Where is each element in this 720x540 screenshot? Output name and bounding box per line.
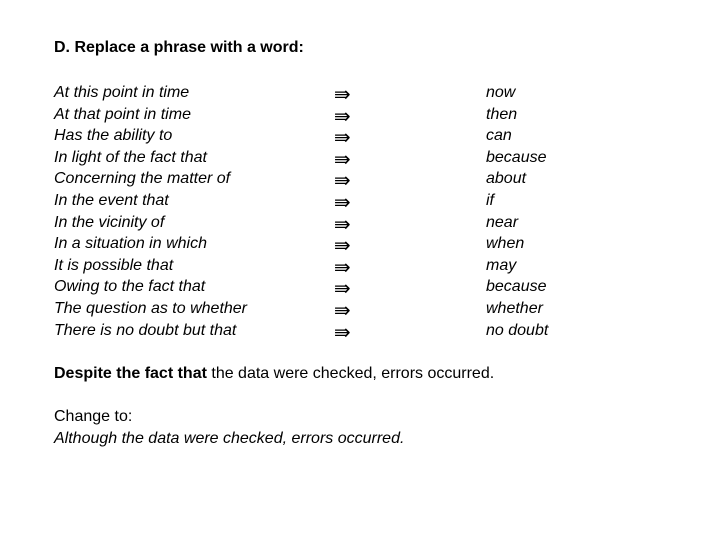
replacement-row xyxy=(54,104,614,126)
arrow-icon: ⇛ xyxy=(334,146,351,171)
replacement-row xyxy=(54,298,614,320)
arrow-icon: ⇛ xyxy=(334,168,351,193)
example-sentence xyxy=(54,363,494,384)
replacement-word: whether xyxy=(486,299,543,317)
replacement-phrase: At that point in time xyxy=(54,105,191,123)
change-text: Although the data were checked, errors occurred. xyxy=(54,430,405,447)
replacement-row xyxy=(54,233,614,258)
arrow-icon: ⇛ xyxy=(334,276,351,301)
replacement-phrase: In light of the fact that xyxy=(54,148,207,166)
example-phrase: Despite the fact that xyxy=(54,365,207,382)
replacement-row xyxy=(54,255,614,277)
replacement-row xyxy=(54,147,614,169)
replacement-row xyxy=(54,125,614,150)
replacement-word: about xyxy=(486,170,527,188)
replacement-word: then xyxy=(486,105,518,123)
replacement-phrase: Has the ability to xyxy=(54,127,173,145)
section-heading: D. Replace a phrase with a word: xyxy=(54,39,304,56)
replacement-row xyxy=(54,82,614,104)
replacement-phrase: It is possible that xyxy=(54,256,174,274)
replacement-phrase: Concerning the matter of xyxy=(54,170,231,188)
replacement-word: now xyxy=(486,84,516,101)
replacement-phrase: In a situation in which xyxy=(54,235,207,253)
change-label: Change to: xyxy=(54,408,133,425)
example-rest: the data were checked, errors occurred. xyxy=(206,365,495,382)
replacement-word: because xyxy=(486,278,547,296)
replacement-word: if xyxy=(486,191,494,209)
arrow-icon: ⇛ xyxy=(334,189,351,214)
replacement-row xyxy=(54,168,614,193)
replacement-word: near xyxy=(486,213,519,231)
arrow-icon: ⇛ xyxy=(334,211,351,236)
replacement-word: no doubt xyxy=(486,321,549,339)
arrow-icon: ⇛ xyxy=(334,297,351,322)
replacement-row xyxy=(54,276,614,301)
arrow-icon: ⇛ xyxy=(334,103,351,128)
replacement-row xyxy=(54,212,614,234)
replacement-phrase: There is no doubt but that xyxy=(54,321,237,339)
arrow-icon: ⇛ xyxy=(334,125,351,150)
replacement-table xyxy=(54,82,614,344)
arrow-icon: ⇛ xyxy=(334,233,351,258)
replacement-phrase: In the vicinity of xyxy=(54,213,165,231)
replacement-phrase: Owing to the fact that xyxy=(54,278,206,296)
replacement-phrase: In the event that xyxy=(54,191,169,209)
replacement-row xyxy=(54,190,614,212)
replacement-word: can xyxy=(486,127,512,145)
replacement-word: when xyxy=(486,235,525,253)
replacement-word: may xyxy=(486,256,517,274)
arrow-icon: ⇛ xyxy=(334,319,351,344)
replacement-phrase: At this point in time xyxy=(54,84,190,101)
arrow-icon: ⇛ xyxy=(334,82,351,106)
replacement-word: because xyxy=(486,148,547,166)
replacement-phrase: The question as to whether xyxy=(54,299,248,317)
arrow-icon: ⇛ xyxy=(334,254,351,279)
replacement-row xyxy=(54,320,614,342)
